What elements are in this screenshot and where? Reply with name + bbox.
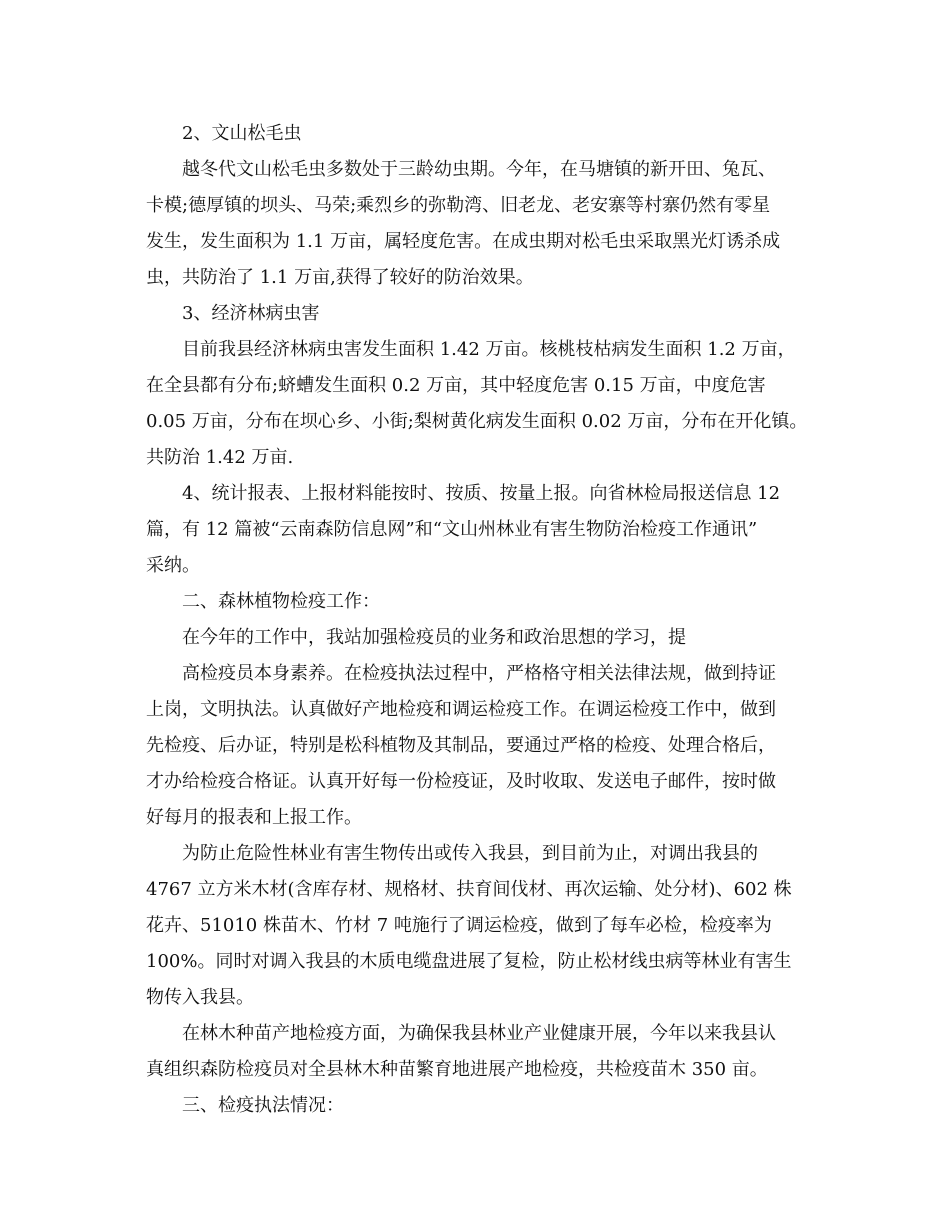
paragraph-line: 好每月的报表和上报工作。 xyxy=(146,807,362,828)
section-heading: 三、检疫执法情况： xyxy=(182,1095,344,1116)
section-heading: 3、经济林病虫害 xyxy=(182,303,320,324)
paragraph-line: 0.05 万亩，分布在坝心乡、小街;梨树黄化病发生面积 0.02 万亩，分布在开化镇。 xyxy=(146,411,808,432)
section-heading: 2、文山松毛虫 xyxy=(182,123,302,144)
paragraph-line: 先检疫、后办证，特别是松科植物及其制品，要通过严格的检疫、处理合格后， xyxy=(146,735,776,756)
paragraph-line: 目前我县经济林病虫害发生面积 1.42 万亩。核桃枝枯病发生面积 1.2 万亩， xyxy=(182,339,796,360)
paragraph-line: 才办给检疫合格证。认真开好每一份检疫证，及时收取、发送电子邮件，按时做 xyxy=(146,771,776,792)
paragraph-line: 4、统计报表、上报材料能按时、按质、按量上报。向省林检局报送信息 12 xyxy=(182,483,781,504)
paragraph-line: 在今年的工作中，我站加强检疫员的业务和政治思想的学习，提 xyxy=(182,627,686,648)
paragraph-line: 在全县都有分布;蛴螬发生面积 0.2 万亩，其中轻度危害 0.15 万亩，中度危害 xyxy=(146,375,766,396)
paragraph-line: 物传入我县。 xyxy=(146,987,254,1008)
paragraph-line: 高检疫员本身素养。在检疫执法过程中，严格格守相关法律法规，做到持证 xyxy=(182,663,776,684)
paragraph-line: 真组织森防检疫员对全县林木种苗繁育地进展产地检疫，共检疫苗木 350 亩。 xyxy=(146,1059,768,1080)
paragraph-line: 在林木种苗产地检疫方面，为确保我县林业产业健康开展，今年以来我县认 xyxy=(182,1023,776,1044)
paragraph-line: 花卉、51010 株苗木、竹材 7 吨施行了调运检疫，做到了每车必检，检疫率为 xyxy=(146,915,772,936)
paragraph-line: 虫，共防治了 1.1 万亩,获得了较好的防治效果。 xyxy=(146,267,534,288)
paragraph-line: 越冬代文山松毛虫多数处于三龄幼虫期。今年，在马塘镇的新开田、兔瓦、 xyxy=(182,159,776,180)
paragraph-line: 卡模;德厚镇的坝头、马荣;乘烈乡的弥勒湾、旧老龙、老安寨等村寨仍然有零星 xyxy=(146,195,771,216)
paragraph-line: 为防止危险性林业有害生物传出或传入我县，到目前为止，对调出我县的 xyxy=(182,843,758,864)
paragraph-line: 采纳。 xyxy=(146,555,200,576)
paragraph-line: 100%。同时对调入我县的木质电缆盘进展了复检，防止松材线虫病等林业有害生 xyxy=(146,951,792,972)
paragraph-line: 4767 立方米木材(含库存材、规格材、扶育间伐材、再次运输、处分材)、602 株 xyxy=(146,879,792,900)
paragraph-line: 共防治 1.42 万亩. xyxy=(146,447,294,468)
paragraph-line: 发生，发生面积为 1.1 万亩，属轻度危害。在成虫期对松毛虫采取黑光灯诱杀成 xyxy=(146,231,781,252)
paragraph-line: 上岗，文明执法。认真做好产地检疫和调运检疫工作。在调运检疫工作中，做到 xyxy=(146,699,776,720)
document-body xyxy=(146,116,816,1124)
paragraph-line: 篇，有 12 篇被“云南森防信息网”和“文山州林业有害生物防治检疫工作通讯” xyxy=(146,519,758,540)
section-heading: 二、森林植物检疫工作： xyxy=(182,591,380,612)
